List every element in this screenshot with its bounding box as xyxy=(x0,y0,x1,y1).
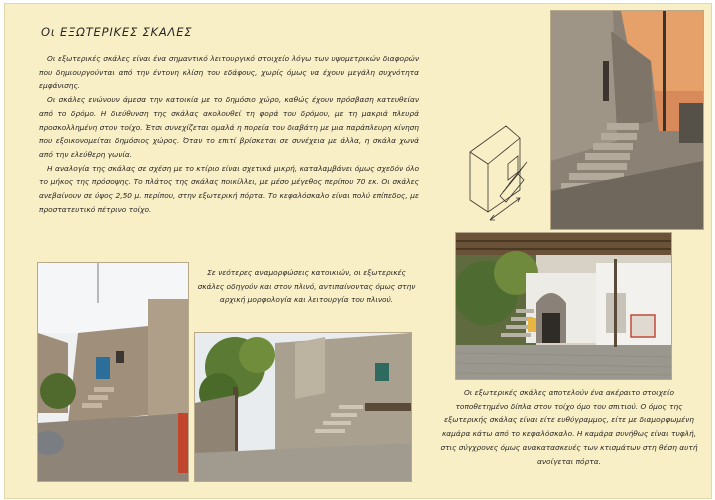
village-stairs-photo xyxy=(37,262,189,482)
middle-caption: Σε νεότερες αναμορφώσεις κατοικιών, οι εξωτερικές σκάλες οδηγούν και στον πλινό, αντιπαίνοντας όμως στην αρχική μορφολογία και λειτουργία του πλινού. xyxy=(197,268,416,305)
bottom-caption: Οι εξωτερικές σκάλες αποτελούν ένα ακέραιτο στοιχείο τοποθετημένο δίπλα στον τοίχο όμο του σπιτιού. Ο όμος της εξωτερικής σκάλας είναι είτε ευθύγραμμος, είτε με διαμορφωμένη καμάρα κάτω από το κεφαλόσκαλο. Η καμάρα συνήθως είναι τυφλή, στις σύγχρονες όμως ανακατασκευές των κτισμάτων στη θέση αυτή ανοίγεται πόρτα. xyxy=(440,388,698,466)
document-sheet xyxy=(4,3,712,499)
intro-text xyxy=(39,52,419,216)
intro-paragraph: Οι σκάλες ενώνουν άμεσα την κατοικία με το δημόσιο χώρο, καθώς έχουν πρόσβαση κατευθείαν από το δρόμο. Η διεύθυνση της σκάλας ακολουθεί τη φορά του δρόμου, με τη μακριά πλευρά προσκολλημένη στον τοίχο. Έτσι συνεχίζεται ομαλά η πορεία του διαβάτη με μια παράπλευρη κίνηση που εξοικονομείται δημόσιος χώρος. Όταν το επιτί βρίσκεται σε συνέχεια με άλλα, η σκάλα χωνά από την ελεύθερη γωνία. xyxy=(39,95,419,159)
intro-paragraph: Οι εξωτερικές σκάλες είναι ένα σημαντικό λειτουργικό στοιχείο λόγω των υψομετρικών διαφορών που δημιουργούνται από την έντονη κλίση του εδάφους, χωρίς όμως να έχουν μεγάλη συχνότητα εμφάνισης. xyxy=(39,54,419,91)
stair-sketch xyxy=(460,112,548,230)
page-title: Οι ΕΞΩΤΕΡΙΚΕΣ ΣΚΑΛΕΣ xyxy=(41,25,193,39)
courtyard-stair-photo xyxy=(455,232,672,380)
tree-stair-photo xyxy=(194,332,412,482)
stone-stair-photo xyxy=(550,10,704,230)
intro-paragraph: Η αναλογία της σκάλας σε σχέση με το κτίριο είναι σχετικά μικρή, καταλαμβάνει όμως σχεδόν όλο το μήκος της πρόσοψης. Το πλάτος της σκάλας ποικίλλει, με μέσο μέγεθος περίπου 70 εκ. Οι σκάλες ανεβαίνουν σε ύψος 2,50 μ. περίπου, στην εξωτερική πόρτα. Το κεφαλόσκαλο είναι πολύ επίπεδος, με προστατευτικό πέτρινο τοίχο. xyxy=(39,163,419,214)
